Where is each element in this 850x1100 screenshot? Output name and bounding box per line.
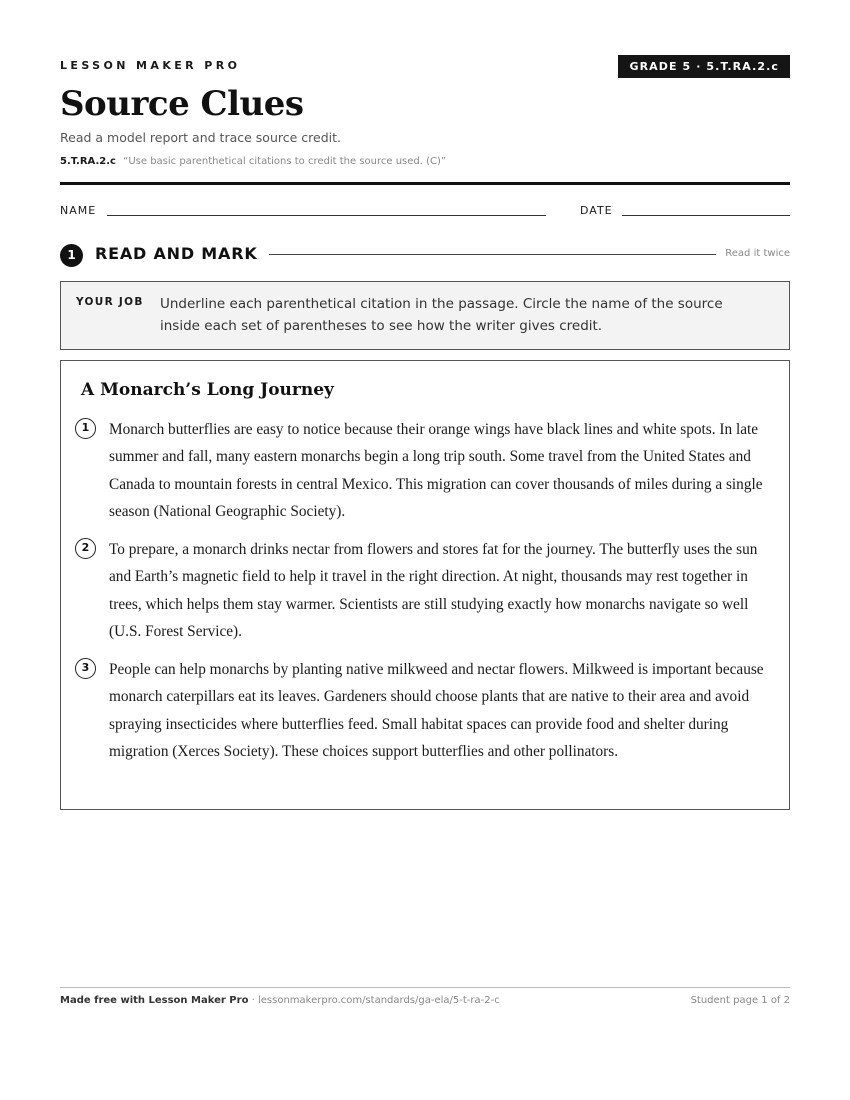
passage-title: A Monarch’s Long Journey <box>81 380 334 400</box>
paragraph-text: To prepare, a monarch drinks nectar from flowers and stores fat for the journey. The butterfly uses the sun and Earth’s magnetic field to help it travel in the right direction. At night, thousands may rest together in trees, which helps them stay warmer. Scientists are still studying exactly how monarchs navigate so well (U.S. Forest Service). <box>109 541 758 640</box>
paragraph-number-badge: 2 <box>75 538 96 559</box>
section-note: Read it twice <box>725 248 790 259</box>
instructions-text: Underline each parenthetical citation in the passage. Circle the name of the source inside each set of parentheses to see how the writer gives credit. <box>160 296 723 334</box>
instructions-box <box>60 281 790 350</box>
passage-box <box>60 360 790 810</box>
page-number: Student page 1 of 2 <box>690 995 790 1006</box>
worksheet-page <box>60 0 790 1100</box>
paragraph-number-badge: 1 <box>75 418 96 439</box>
grade-badge: GRADE 5 · 5.T.RA.2.c <box>618 55 790 78</box>
paragraph-number-badge: 3 <box>75 658 96 679</box>
standard-code: 5.T.RA.2.c <box>60 156 116 167</box>
date-label: DATE <box>580 204 613 217</box>
date-write-line[interactable] <box>622 215 790 216</box>
passage-paragraph-3 <box>75 656 775 796</box>
footer-url[interactable]: · lessonmakerpro.com/standards/ga-ela/5-t-ra-2-c <box>248 995 500 1006</box>
standard-line <box>60 156 446 167</box>
name-date-row <box>60 204 790 220</box>
name-label: NAME <box>60 204 97 217</box>
standard-text: “Use basic parenthetical citations to credit the source used. (C)” <box>123 156 447 167</box>
page-title: Source Clues <box>60 84 304 124</box>
passage-paragraph-2 <box>75 536 775 646</box>
page-subtitle: Read a model report and trace source credit. <box>60 130 341 145</box>
step-number-badge: 1 <box>60 244 83 267</box>
name-write-line[interactable] <box>107 215 546 216</box>
paragraph-text: People can help monarchs by planting native milkweed and nectar flowers. Milkweed is important because monarch caterpillars eat its leaves. Gardeners should choose plants that are native to their area and avoid spraying insecticides where butterflies feed. Small habitat spaces can provide food and shelter during migration (Xerces Society). These choices support butterflies and other pollinators. <box>109 661 764 760</box>
paragraph-text: Monarch butterflies are easy to notice because their orange wings have black lines and white spots. In late summer and fall, many eastern monarchs begin a long trip south. Some travel from the United States and Canada to mountain forests in central Mexico. This migration can cover thousands of miles during a single season (National Geographic Society). <box>109 421 763 520</box>
footer-brand: Made free with Lesson Maker Pro <box>60 995 249 1006</box>
footer-divider <box>60 987 790 988</box>
top-bar <box>60 57 790 79</box>
header-divider <box>60 182 790 185</box>
section-title: READ AND MARK <box>95 244 258 263</box>
section-rule <box>269 254 716 255</box>
section-header <box>60 242 790 268</box>
passage-paragraph-1 <box>75 416 775 526</box>
footer-credit <box>60 995 500 1006</box>
brand-name: LESSON MAKER PRO <box>60 59 241 72</box>
instructions-label: YOUR JOB <box>76 296 144 308</box>
